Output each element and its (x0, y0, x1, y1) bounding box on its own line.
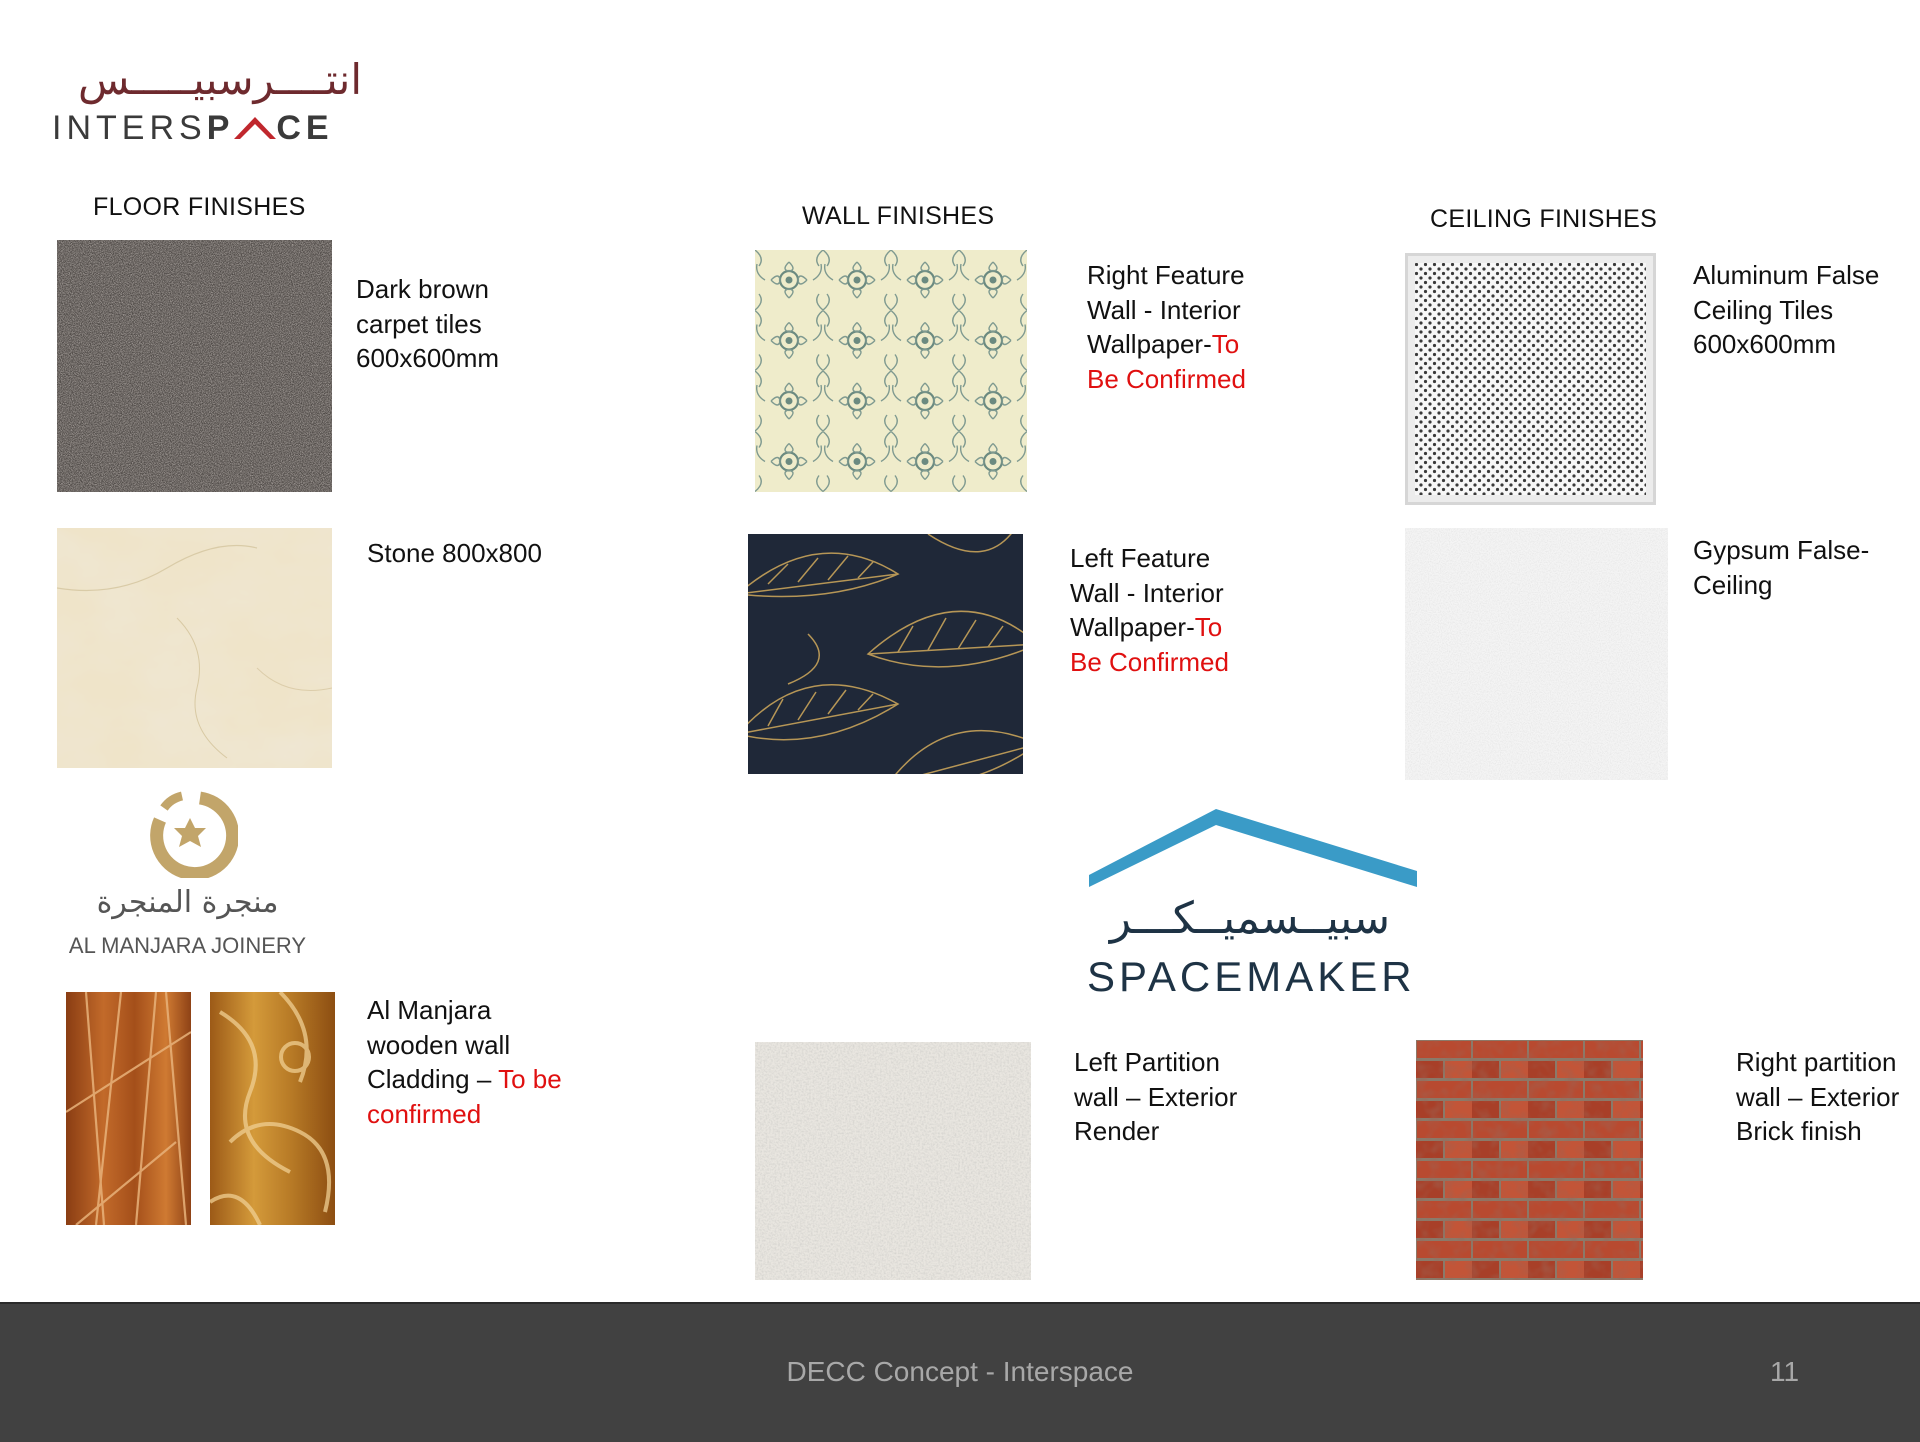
carpet-label-line: carpet tiles (356, 308, 482, 339)
wall-finishes-heading: WALL FINISHES (802, 202, 995, 230)
spacemaker-roof-icon (1089, 805, 1417, 887)
carpet-tile-swatch (57, 240, 332, 492)
manjara-label-line: wooden wall (367, 1029, 511, 1060)
left-feature-tbc-text: To (1194, 612, 1223, 642)
aluminum-label-line: Aluminum False (1693, 260, 1880, 290)
right-feature-tbc-text: To (1211, 329, 1240, 359)
gypsum-label-line: Ceiling (1693, 569, 1773, 600)
page-number: 11 (1770, 1356, 1800, 1387)
interspace-logo-part-1: INTERS (52, 109, 207, 147)
gypsum-ceiling-swatch (1405, 528, 1668, 780)
right-partition-label-line: wall – Exterior (1736, 1081, 1900, 1112)
left-feature-label-line (1070, 610, 1229, 645)
stone-label: Stone 800x800 (367, 538, 542, 568)
carpet-label (356, 272, 499, 376)
stone-tile-swatch (57, 528, 332, 768)
right-partition-label (1736, 1045, 1899, 1149)
right-feature-label-text: Wallpaper- (1087, 329, 1212, 359)
left-feature-wallpaper-swatch (748, 534, 1023, 774)
left-feature-label-line: Left Feature (1070, 543, 1211, 573)
spacemaker-logo-latin: SPACEMAKER (1087, 953, 1416, 1000)
carpet-label-line: Dark brown (356, 274, 489, 304)
left-partition-label (1074, 1045, 1237, 1149)
interspace-roof-icon (234, 111, 276, 139)
gypsum-label-line: Gypsum False- (1693, 535, 1870, 565)
right-feature-label-line: Right Feature (1087, 260, 1245, 290)
footer-title: DECC Concept - Interspace (786, 1356, 1134, 1387)
interspace-logo-part-2: P (206, 109, 235, 147)
right-partition-label-line: Right partition (1736, 1047, 1897, 1077)
manjara-logo-latin: AL MANJARA JOINERY (68, 933, 307, 958)
left-feature-tbc-line: Be Confirmed (1070, 646, 1229, 677)
al-manjara-logo (60, 788, 315, 963)
interspace-logo-latin (52, 109, 334, 148)
right-feature-label-line: Wall - Interior (1087, 294, 1241, 325)
spacemaker-logo-arabic: سبيــسميــكـــر (1109, 893, 1391, 944)
left-partition-label-line: wall – Exterior (1074, 1081, 1238, 1112)
aluminum-ceiling-tile-swatch (1405, 253, 1656, 505)
left-partition-label-line: Render (1074, 1116, 1160, 1146)
exterior-render-swatch (755, 1042, 1031, 1280)
left-feature-label (1070, 541, 1229, 679)
manjara-tbc-text: To be (498, 1064, 562, 1094)
floor-finishes-heading: FLOOR FINISHES (93, 193, 306, 221)
manjara-label (367, 993, 562, 1131)
manjara-logo-arabic: منجرة المنجرة (96, 885, 279, 920)
right-feature-wallpaper-swatch (755, 250, 1027, 492)
interspace-logo (50, 55, 370, 150)
right-feature-label (1087, 258, 1246, 396)
manjara-label-line (367, 1062, 562, 1097)
gypsum-label (1693, 533, 1869, 602)
interspace-logo-part-3: CE (276, 109, 334, 147)
slide-footer (0, 1302, 1920, 1442)
aluminum-label-line: 600x600mm (1693, 329, 1837, 359)
manjara-emblem-icon (138, 790, 238, 878)
right-partition-label-line: Brick finish (1736, 1116, 1862, 1146)
manjara-wood-panel-2 (210, 992, 335, 1225)
left-partition-label-line: Left Partition (1074, 1047, 1220, 1077)
carpet-label-line: 600x600mm (356, 343, 500, 373)
manjara-label-text: Cladding – (367, 1064, 499, 1094)
aluminum-label (1693, 258, 1879, 362)
manjara-label-line: Al Manjara (367, 995, 492, 1025)
right-feature-label-line (1087, 327, 1246, 362)
left-feature-label-text: Wallpaper- (1070, 612, 1195, 642)
interspace-logo-arabic: انتــــرسبيـــــس (77, 55, 362, 104)
spacemaker-logo (1085, 805, 1425, 1005)
manjara-tbc-line: confirmed (367, 1098, 482, 1129)
right-feature-tbc-line: Be Confirmed (1087, 363, 1246, 394)
left-feature-label-line: Wall - Interior (1070, 577, 1224, 608)
exterior-brick-swatch (1416, 1040, 1643, 1280)
manjara-wood-panel-1 (66, 992, 191, 1225)
ceiling-finishes-heading: CEILING FINISHES (1430, 205, 1658, 233)
aluminum-label-line: Ceiling Tiles (1693, 294, 1834, 325)
